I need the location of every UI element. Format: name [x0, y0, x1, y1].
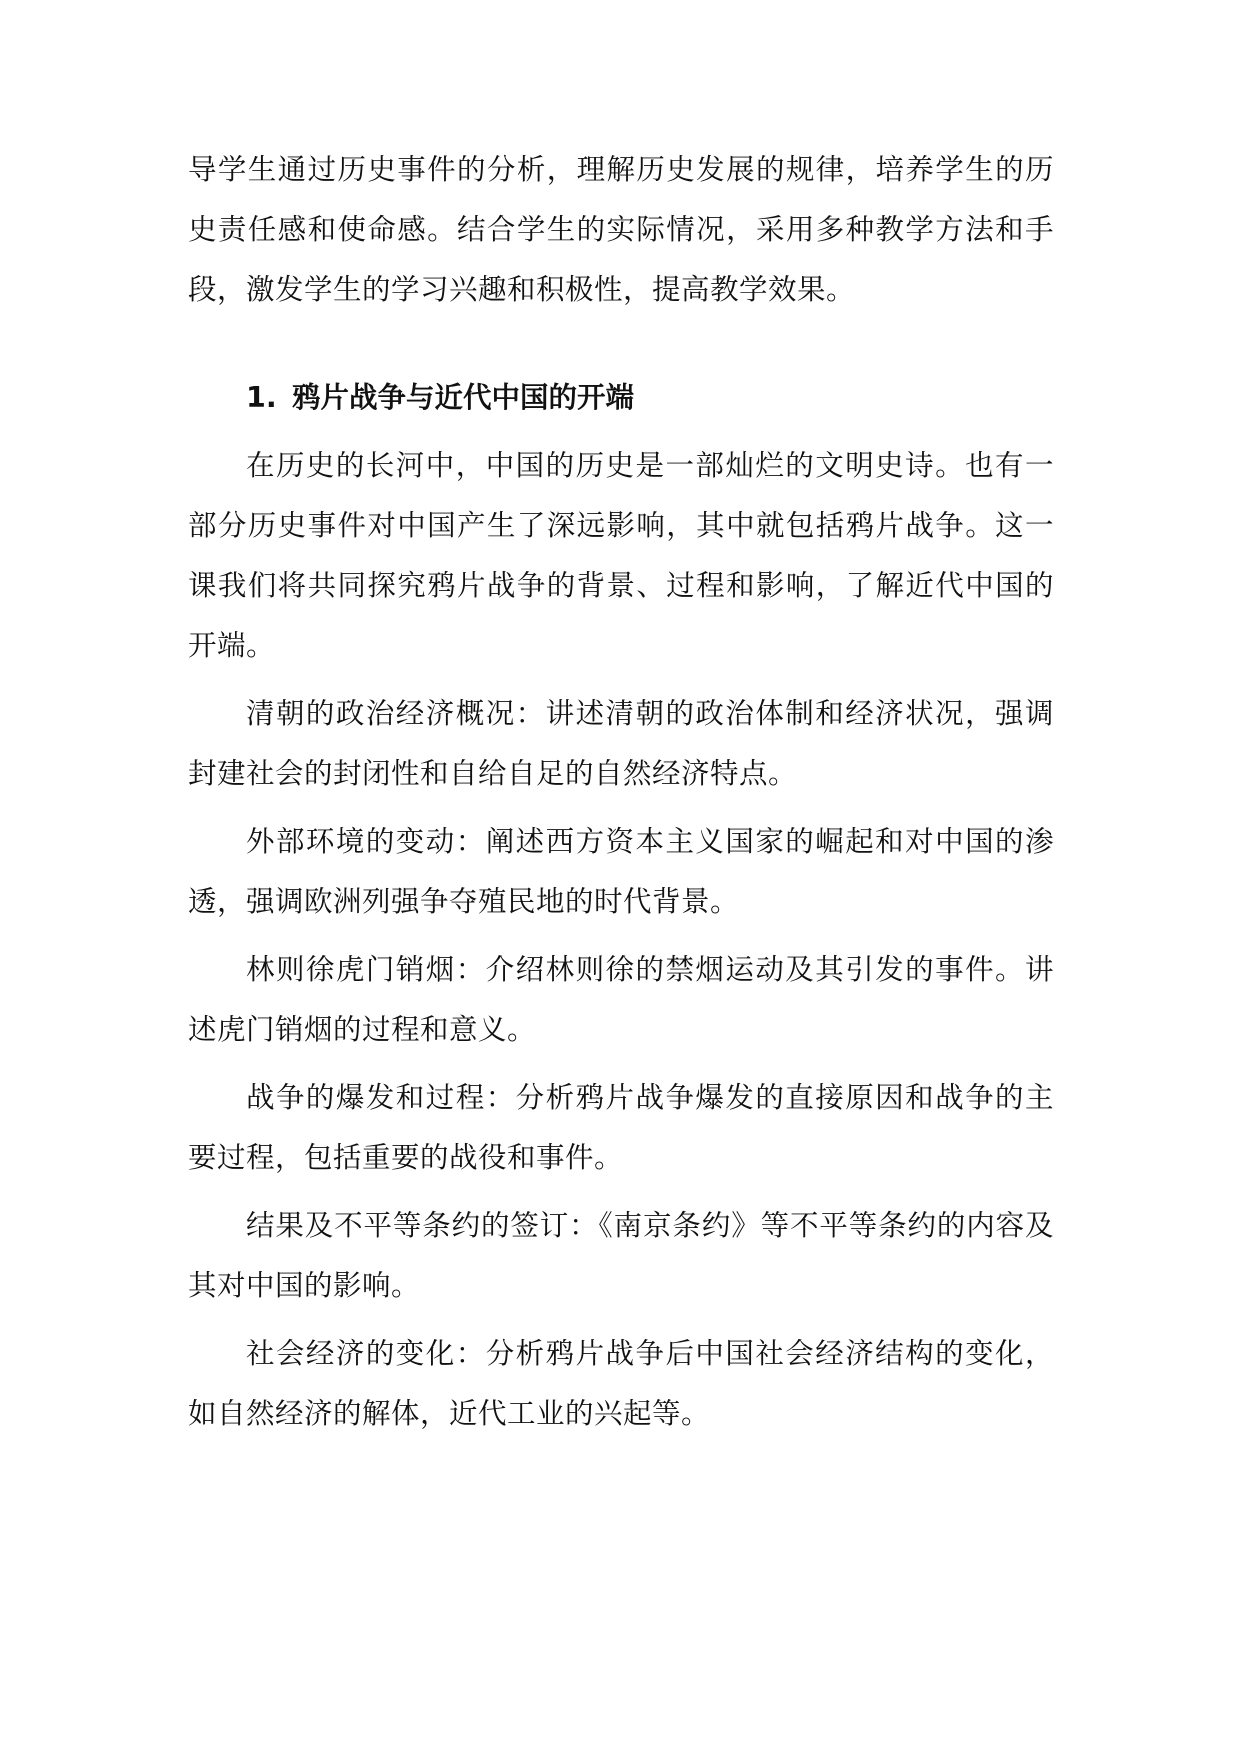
lead-paragraph: 在历史的长河中，中国的历史是一部灿烂的文明史诗。也有一部分历史事件对中国产生了深远影响，其中就包括鸦片战争。这一课我们将共同探究鸦片战争的背景、过程和影响，了解近代中国的开端。: [188, 449, 1054, 662]
paragraph-qing-overview: 清朝的政治经济概况：讲述清朝的政治体制和经济状况，强调封建社会的封闭性和自给自足的自然经济特点。: [188, 697, 1054, 790]
section-number: 1.: [246, 381, 277, 414]
paragraph-external-environment: 外部环境的变动：阐述西方资本主义国家的崛起和对中国的渗透，强调欧洲列强争夺殖民地的时代背景。: [188, 825, 1054, 918]
paragraph-war-outbreak: 战争的爆发和过程：分析鸦片战争爆发的直接原因和战争的主要过程，包括重要的战役和事件。: [188, 1081, 1054, 1174]
section-heading: [188, 368, 1054, 428]
paragraph-unequal-treaties: 结果及不平等条约的签订：《南京条约》等不平等条约的内容及其对中国的影响。: [188, 1209, 1054, 1302]
paragraph-socioeconomic-change: 社会经济的变化：分析鸦片战争后中国社会经济结构的变化，如自然经济的解体，近代工业的兴起等。: [188, 1337, 1054, 1430]
document-body: [188, 140, 1054, 1444]
paragraph-humen-opium: 林则徐虎门销烟：介绍林则徐的禁烟运动及其引发的事件。讲述虎门销烟的过程和意义。: [188, 953, 1054, 1046]
section-title: 鸦片战争与近代中国的开端: [292, 381, 635, 414]
intro-paragraph: 导学生通过历史事件的分析，理解历史发展的规律，培养学生的历史责任感和使命感。结合学生的实际情况，采用多种教学方法和手段，激发学生的学习兴趣和积极性，提高教学效果。: [188, 153, 1054, 306]
